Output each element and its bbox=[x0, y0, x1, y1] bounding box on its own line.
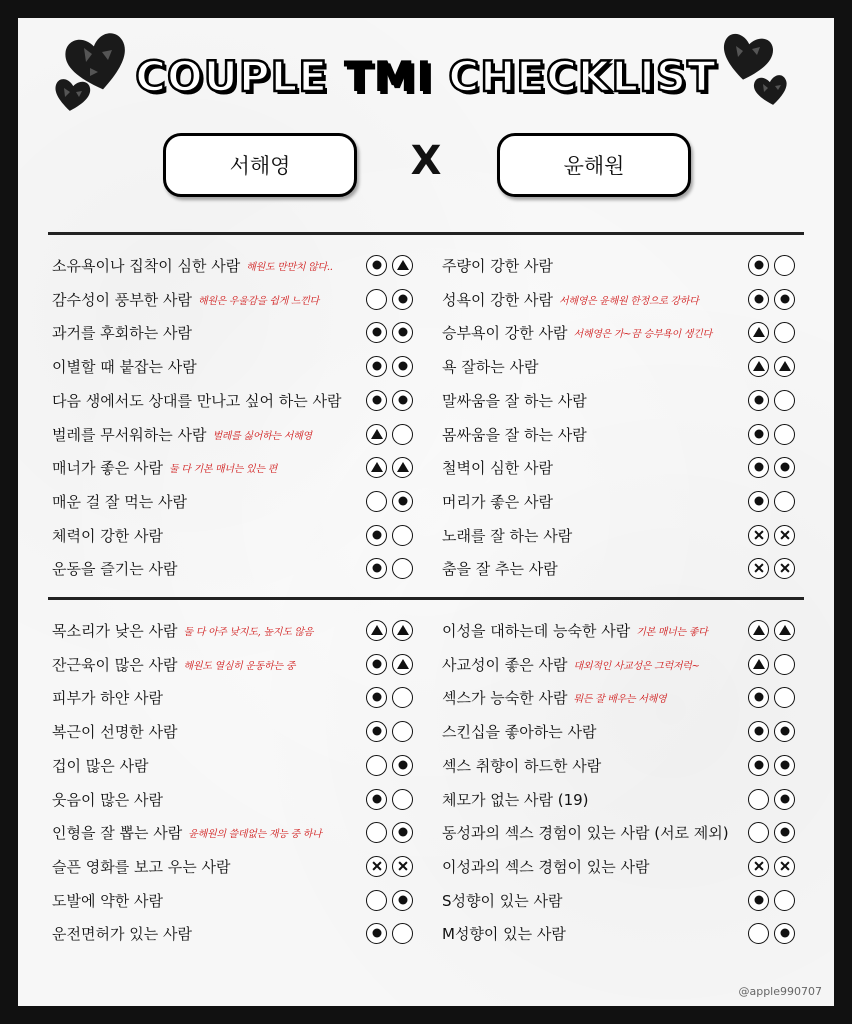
checklist-row bbox=[442, 553, 558, 583]
item-label: 다음 생에서도 상대를 만나고 싶어 하는 사람 bbox=[52, 391, 342, 410]
left-filled-circle-icon bbox=[748, 255, 769, 276]
handwritten-note: 기본 매너는 좋다 bbox=[636, 626, 708, 638]
answer-marks bbox=[748, 553, 795, 583]
answer-marks bbox=[366, 817, 413, 847]
answer-marks bbox=[748, 486, 795, 516]
checklist-row bbox=[52, 486, 187, 516]
answer-marks bbox=[748, 284, 795, 314]
item-label: 섹스 취향이 하드한 사람 bbox=[442, 756, 602, 775]
right-cross-circle-icon bbox=[392, 856, 413, 877]
answer-marks bbox=[366, 649, 413, 679]
answer-marks bbox=[748, 918, 795, 948]
checklist-row bbox=[442, 851, 649, 881]
checklist-row bbox=[52, 284, 319, 314]
right-empty-circle-icon bbox=[392, 558, 413, 579]
item-label: 목소리가 낮은 사람 bbox=[52, 621, 178, 640]
checklist-row bbox=[442, 750, 601, 780]
checklist-row bbox=[442, 520, 572, 550]
answer-marks bbox=[366, 716, 413, 746]
answer-marks bbox=[366, 284, 413, 314]
answer-marks bbox=[748, 385, 795, 415]
right-filled-circle-icon bbox=[774, 755, 795, 776]
left-empty-circle-icon bbox=[366, 289, 387, 310]
left-triangle-icon bbox=[366, 424, 387, 445]
right-empty-circle-icon bbox=[774, 390, 795, 411]
item-label: 이성을 대하는데 능숙한 사람 bbox=[442, 621, 631, 640]
item-label: 웃음이 많은 사람 bbox=[52, 790, 163, 809]
checklist-row bbox=[442, 615, 707, 645]
left-empty-circle-icon bbox=[748, 923, 769, 944]
handwritten-note: 둘 다 아주 낮지도, 높지도 않음 bbox=[183, 626, 314, 638]
checklist-row bbox=[52, 385, 341, 415]
right-cross-circle-icon bbox=[774, 856, 795, 877]
answer-marks bbox=[748, 649, 795, 679]
answer-marks bbox=[748, 817, 795, 847]
item-label: 소유욕이나 집착이 심한 사람 bbox=[52, 256, 241, 275]
right-empty-circle-icon bbox=[392, 525, 413, 546]
item-label: 머리가 좋은 사람 bbox=[442, 492, 553, 511]
left-empty-circle-icon bbox=[748, 789, 769, 810]
right-filled-circle-icon bbox=[392, 822, 413, 843]
right-empty-circle-icon bbox=[392, 789, 413, 810]
checklist-row bbox=[442, 784, 589, 814]
right-empty-circle-icon bbox=[774, 424, 795, 445]
checklist-row bbox=[52, 317, 192, 347]
answer-marks bbox=[748, 784, 795, 814]
right-triangle-icon bbox=[392, 457, 413, 478]
checklist-row bbox=[442, 419, 587, 449]
item-label: 슬픈 영화를 보고 우는 사람 bbox=[52, 857, 231, 876]
left-filled-circle-icon bbox=[366, 558, 387, 579]
item-label: 승부욕이 강한 사람 bbox=[442, 323, 568, 342]
handwritten-note: 서해영은 윤해원 한정으로 강하다 bbox=[558, 295, 699, 307]
checklist-row bbox=[442, 486, 553, 516]
item-label: 체모가 없는 사람 (19) bbox=[442, 790, 589, 809]
right-empty-circle-icon bbox=[392, 687, 413, 708]
right-cross-circle-icon bbox=[774, 525, 795, 546]
item-label: 이성과의 섹스 경험이 있는 사람 bbox=[442, 857, 650, 876]
item-label: 철벽이 심한 사람 bbox=[442, 458, 553, 477]
left-triangle-icon bbox=[748, 654, 769, 675]
right-filled-circle-icon bbox=[774, 457, 795, 478]
right-triangle-icon bbox=[392, 654, 413, 675]
handwritten-note: 해원은 우울감을 쉽게 느낀다 bbox=[197, 295, 319, 307]
right-cross-circle-icon bbox=[774, 558, 795, 579]
right-empty-circle-icon bbox=[774, 890, 795, 911]
checklist-row bbox=[52, 649, 295, 679]
item-label: 인형을 잘 뽑는 사람 bbox=[52, 823, 183, 842]
answer-marks bbox=[366, 419, 413, 449]
answer-marks bbox=[748, 682, 795, 712]
item-label: 스킨십을 좋아하는 사람 bbox=[442, 722, 597, 741]
item-label: 성욕이 강한 사람 bbox=[442, 290, 553, 309]
item-label: 노래를 잘 하는 사람 bbox=[442, 526, 573, 545]
left-cross-circle-icon bbox=[748, 558, 769, 579]
right-filled-circle-icon bbox=[774, 822, 795, 843]
left-filled-circle-icon bbox=[748, 289, 769, 310]
handwritten-note: 해원도 만만치 않다.. bbox=[246, 261, 333, 273]
section-divider bbox=[48, 597, 804, 600]
checklist-row bbox=[52, 682, 163, 712]
checklist-row bbox=[52, 452, 277, 482]
left-filled-circle-icon bbox=[748, 755, 769, 776]
left-triangle-icon bbox=[748, 322, 769, 343]
right-empty-circle-icon bbox=[774, 491, 795, 512]
answer-marks bbox=[366, 520, 413, 550]
left-filled-circle-icon bbox=[366, 721, 387, 742]
answer-marks bbox=[366, 682, 413, 712]
checklist-row bbox=[52, 817, 321, 847]
left-empty-circle-icon bbox=[366, 755, 387, 776]
checklist-row bbox=[442, 250, 553, 280]
page-title: COUPLE TMI CHECKLIST bbox=[135, 52, 717, 101]
answer-marks bbox=[748, 520, 795, 550]
right-empty-circle-icon bbox=[774, 322, 795, 343]
checklist-row bbox=[442, 317, 712, 347]
left-filled-circle-icon bbox=[748, 890, 769, 911]
item-label: 매운 걸 잘 먹는 사람 bbox=[52, 492, 187, 511]
answer-marks bbox=[748, 716, 795, 746]
left-filled-circle-icon bbox=[366, 687, 387, 708]
answer-marks bbox=[366, 851, 413, 881]
checklist-row bbox=[442, 682, 666, 712]
right-triangle-icon bbox=[774, 620, 795, 641]
handwritten-note: 벌레를 싫어하는 서해영 bbox=[212, 430, 312, 442]
right-filled-circle-icon bbox=[774, 289, 795, 310]
left-triangle-icon bbox=[366, 620, 387, 641]
answer-marks bbox=[366, 750, 413, 780]
item-label: 동성과의 섹스 경험이 있는 사람 (서로 제외) bbox=[442, 823, 729, 842]
checklist-row bbox=[442, 351, 538, 381]
credit-handle: @apple990707 bbox=[738, 985, 822, 998]
left-cross-circle-icon bbox=[748, 525, 769, 546]
section-divider bbox=[48, 232, 804, 235]
item-label: 매너가 좋은 사람 bbox=[52, 458, 163, 477]
checklist-row bbox=[52, 351, 197, 381]
left-filled-circle-icon bbox=[748, 721, 769, 742]
left-filled-circle-icon bbox=[366, 654, 387, 675]
left-empty-circle-icon bbox=[366, 890, 387, 911]
right-filled-circle-icon bbox=[392, 491, 413, 512]
checklist-row bbox=[52, 419, 312, 449]
left-filled-circle-icon bbox=[748, 491, 769, 512]
handwritten-note: 해원도 열심히 운동하는 중 bbox=[183, 660, 296, 672]
left-triangle-icon bbox=[366, 457, 387, 478]
item-label: 복근이 선명한 사람 bbox=[52, 722, 178, 741]
right-filled-circle-icon bbox=[392, 390, 413, 411]
item-label: 감수성이 풍부한 사람 bbox=[52, 290, 192, 309]
item-label: 과거를 후회하는 사람 bbox=[52, 323, 192, 342]
right-empty-circle-icon bbox=[392, 424, 413, 445]
left-filled-circle-icon bbox=[366, 789, 387, 810]
answer-marks bbox=[748, 851, 795, 881]
checklist-row bbox=[52, 520, 163, 550]
left-empty-circle-icon bbox=[366, 491, 387, 512]
item-label: 벌레를 무서워하는 사람 bbox=[52, 425, 207, 444]
answer-marks bbox=[366, 615, 413, 645]
left-cross-circle-icon bbox=[748, 856, 769, 877]
handwritten-note: 서해영은 가~끔 승부욕이 생긴다 bbox=[573, 328, 712, 340]
right-filled-circle-icon bbox=[774, 721, 795, 742]
checklist-row bbox=[442, 918, 566, 948]
right-empty-circle-icon bbox=[774, 654, 795, 675]
answer-marks bbox=[748, 250, 795, 280]
left-filled-circle-icon bbox=[366, 923, 387, 944]
right-filled-circle-icon bbox=[392, 289, 413, 310]
answer-marks bbox=[366, 553, 413, 583]
checklist-row bbox=[52, 918, 192, 948]
checklist-row bbox=[52, 750, 148, 780]
left-filled-circle-icon bbox=[748, 390, 769, 411]
checklist-row bbox=[442, 452, 553, 482]
versus-mark: X bbox=[410, 138, 442, 184]
item-label: 피부가 하얀 사람 bbox=[52, 688, 163, 707]
handwritten-note: 둘 다 기본 매너는 있는 편 bbox=[168, 463, 277, 475]
answer-marks bbox=[748, 419, 795, 449]
left-empty-circle-icon bbox=[366, 822, 387, 843]
left-filled-circle-icon bbox=[366, 322, 387, 343]
item-label: 잔근육이 많은 사람 bbox=[52, 655, 178, 674]
left-filled-circle-icon bbox=[748, 687, 769, 708]
item-label: M성향이 있는 사람 bbox=[442, 924, 566, 943]
left-filled-circle-icon bbox=[366, 255, 387, 276]
handwritten-note: 뭐든 잘 배우는 서해영 bbox=[573, 693, 667, 705]
item-label: 섹스가 능숙한 사람 bbox=[442, 688, 568, 707]
right-filled-circle-icon bbox=[392, 322, 413, 343]
left-triangle-icon bbox=[748, 356, 769, 377]
answer-marks bbox=[366, 250, 413, 280]
answer-marks bbox=[366, 885, 413, 915]
right-filled-circle-icon bbox=[392, 890, 413, 911]
item-label: 운전면허가 있는 사람 bbox=[52, 924, 192, 943]
answer-marks bbox=[366, 351, 413, 381]
checklist-row bbox=[52, 851, 230, 881]
item-label: 말싸움을 잘 하는 사람 bbox=[442, 391, 587, 410]
item-label: 사교성이 좋은 사람 bbox=[442, 655, 568, 674]
handwritten-note: 윤해원의 쓸데없는 재능 중 하나 bbox=[188, 828, 322, 840]
item-label: 몸싸움을 잘 하는 사람 bbox=[442, 425, 587, 444]
item-label: 욕 잘하는 사람 bbox=[442, 357, 539, 376]
right-empty-circle-icon bbox=[774, 687, 795, 708]
name-box-right: 윤해원 bbox=[497, 133, 691, 197]
right-empty-circle-icon bbox=[774, 255, 795, 276]
left-cross-circle-icon bbox=[366, 856, 387, 877]
handwritten-note: 대외적인 사교성은 그럭저럭~ bbox=[573, 660, 700, 672]
item-label: 겁이 많은 사람 bbox=[52, 756, 149, 775]
answer-marks bbox=[748, 615, 795, 645]
item-label: 체력이 강한 사람 bbox=[52, 526, 163, 545]
answer-marks bbox=[748, 351, 795, 381]
name-box-left: 서해영 bbox=[163, 133, 357, 197]
right-empty-circle-icon bbox=[392, 923, 413, 944]
right-triangle-icon bbox=[392, 620, 413, 641]
answer-marks bbox=[366, 385, 413, 415]
left-filled-circle-icon bbox=[366, 525, 387, 546]
answer-marks bbox=[366, 486, 413, 516]
checklist-row bbox=[52, 553, 177, 583]
checklist-row bbox=[52, 250, 333, 280]
left-filled-circle-icon bbox=[366, 390, 387, 411]
checklist-row bbox=[442, 385, 587, 415]
checklist-row bbox=[442, 817, 729, 847]
left-triangle-icon bbox=[748, 620, 769, 641]
answer-marks bbox=[748, 750, 795, 780]
right-triangle-icon bbox=[774, 356, 795, 377]
checklist-row bbox=[52, 885, 163, 915]
checklist-row bbox=[52, 615, 313, 645]
right-filled-circle-icon bbox=[774, 789, 795, 810]
checklist-row bbox=[52, 784, 163, 814]
answer-marks bbox=[748, 317, 795, 347]
left-filled-circle-icon bbox=[748, 457, 769, 478]
checklist-row bbox=[442, 284, 699, 314]
right-filled-circle-icon bbox=[392, 755, 413, 776]
checklist-row bbox=[442, 885, 563, 915]
answer-marks bbox=[366, 317, 413, 347]
answer-marks bbox=[366, 784, 413, 814]
left-filled-circle-icon bbox=[748, 424, 769, 445]
item-label: 도발에 약한 사람 bbox=[52, 891, 163, 910]
answer-marks bbox=[748, 452, 795, 482]
checklist-row bbox=[442, 649, 700, 679]
left-filled-circle-icon bbox=[366, 356, 387, 377]
checklist-row bbox=[52, 716, 177, 746]
item-label: 운동을 즐기는 사람 bbox=[52, 559, 178, 578]
answer-marks bbox=[366, 452, 413, 482]
answer-marks bbox=[366, 918, 413, 948]
item-label: 이별할 때 붙잡는 사람 bbox=[52, 357, 197, 376]
item-label: 춤을 잘 추는 사람 bbox=[442, 559, 558, 578]
right-filled-circle-icon bbox=[774, 923, 795, 944]
answer-marks bbox=[748, 885, 795, 915]
checklist-row bbox=[442, 716, 596, 746]
item-label: S성향이 있는 사람 bbox=[442, 891, 563, 910]
right-filled-circle-icon bbox=[392, 356, 413, 377]
left-empty-circle-icon bbox=[748, 822, 769, 843]
item-label: 주량이 강한 사람 bbox=[442, 256, 553, 275]
right-triangle-icon bbox=[392, 255, 413, 276]
right-empty-circle-icon bbox=[392, 721, 413, 742]
